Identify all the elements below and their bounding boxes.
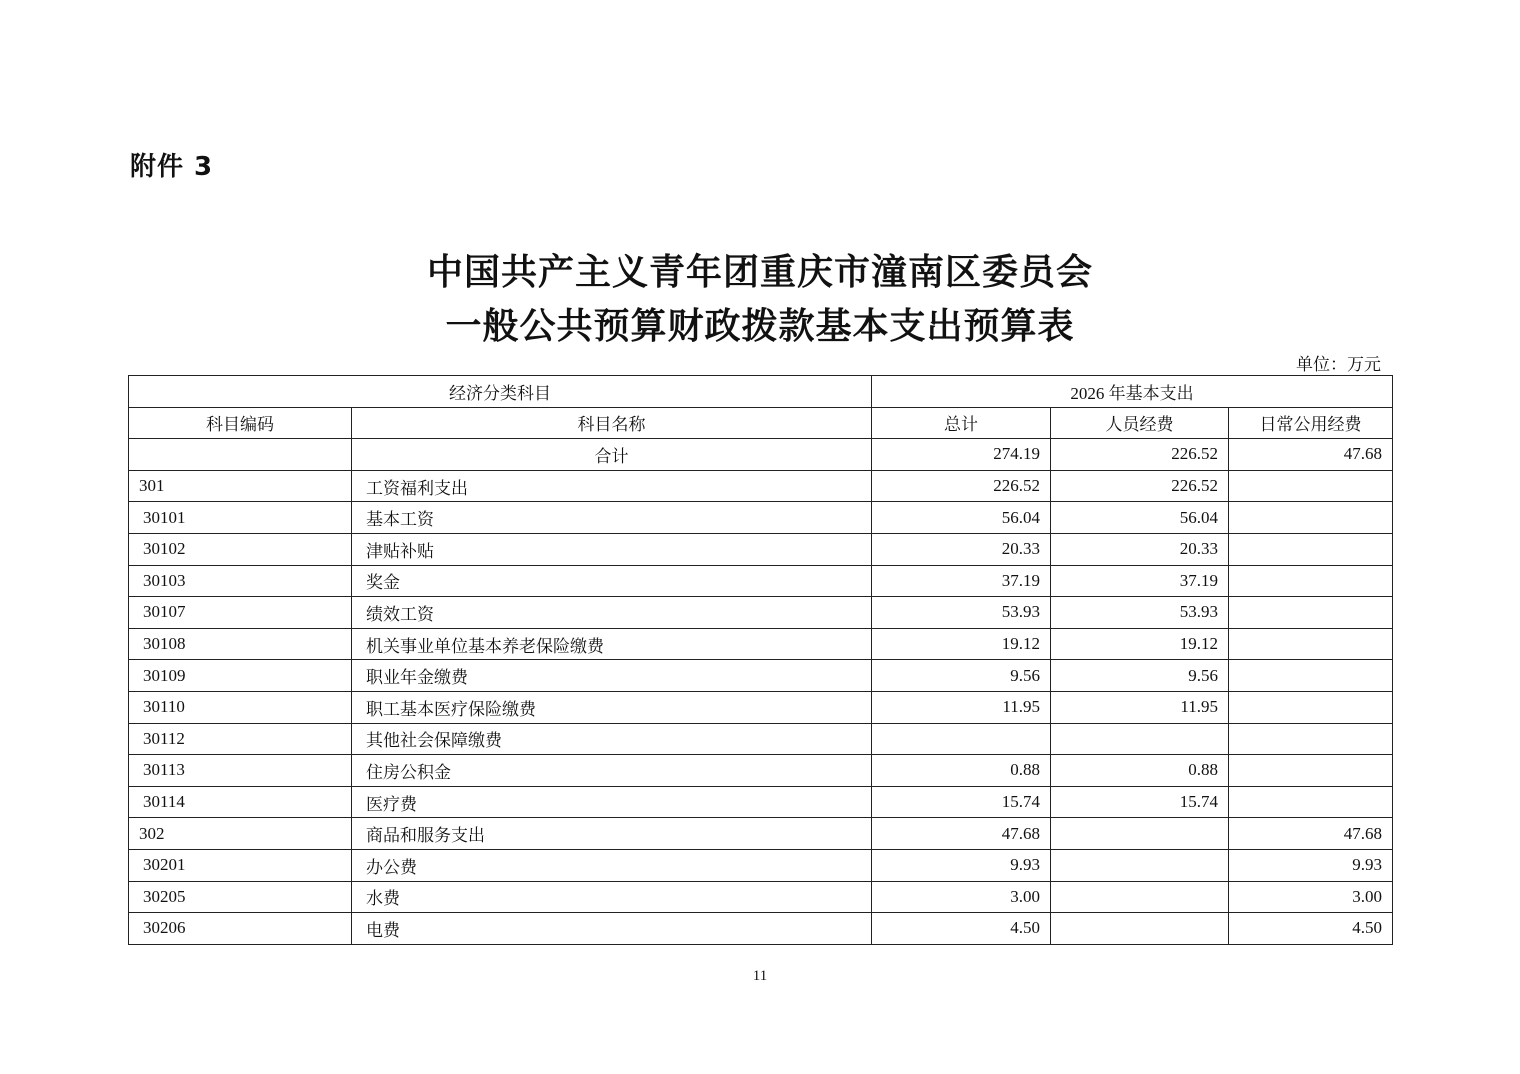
- row-total: 226.52: [872, 470, 1051, 502]
- row-total: 53.93: [872, 597, 1051, 629]
- row-code: 301: [129, 470, 352, 502]
- budget-table: [128, 375, 1393, 945]
- table-row: [129, 881, 1393, 913]
- row-total: 20.33: [872, 533, 1051, 565]
- row-code: 30112: [129, 723, 352, 755]
- row-total: 19.12: [872, 628, 1051, 660]
- total-row-code: [129, 439, 352, 471]
- row-code: 302: [129, 818, 352, 850]
- row-code: 30201: [129, 849, 352, 881]
- column-header-public: 日常公用经费: [1229, 407, 1393, 439]
- row-code: 30101: [129, 502, 352, 534]
- row-public: 47.68: [1229, 818, 1393, 850]
- row-public: [1229, 755, 1393, 787]
- row-personnel: [1051, 723, 1229, 755]
- column-header-code: 科目编码: [129, 407, 352, 439]
- row-name: 奖金: [352, 565, 872, 597]
- row-personnel: 226.52: [1051, 470, 1229, 502]
- row-total: 4.50: [872, 913, 1051, 945]
- row-personnel: [1051, 881, 1229, 913]
- table-row: [129, 913, 1393, 945]
- row-public: [1229, 565, 1393, 597]
- total-row-personnel: 226.52: [1051, 439, 1229, 471]
- table-row: [129, 533, 1393, 565]
- row-name: 商品和服务支出: [352, 818, 872, 850]
- row-code: 30102: [129, 533, 352, 565]
- row-public: [1229, 691, 1393, 723]
- row-code: 30205: [129, 881, 352, 913]
- row-name: 职工基本医疗保险缴费: [352, 691, 872, 723]
- row-personnel: 19.12: [1051, 628, 1229, 660]
- column-header-row: [129, 407, 1393, 439]
- row-public: [1229, 723, 1393, 755]
- row-public: [1229, 786, 1393, 818]
- row-name: 工资福利支出: [352, 470, 872, 502]
- row-total: 9.56: [872, 660, 1051, 692]
- table-row: [129, 470, 1393, 502]
- row-personnel: 15.74: [1051, 786, 1229, 818]
- column-header-personnel: 人员经费: [1051, 407, 1229, 439]
- row-name: 水费: [352, 881, 872, 913]
- row-name: 电费: [352, 913, 872, 945]
- row-personnel: 11.95: [1051, 691, 1229, 723]
- row-total: 3.00: [872, 881, 1051, 913]
- row-name: 机关事业单位基本养老保险缴费: [352, 628, 872, 660]
- row-name: 绩效工资: [352, 597, 872, 629]
- table-row: [129, 628, 1393, 660]
- table-row: [129, 660, 1393, 692]
- attachment-label: 附件 3: [130, 152, 214, 182]
- column-header-name: 科目名称: [352, 407, 872, 439]
- total-row: [129, 439, 1393, 471]
- row-total: 37.19: [872, 565, 1051, 597]
- table-row: [129, 502, 1393, 534]
- row-personnel: [1051, 818, 1229, 850]
- document-title-line1: 中国共产主义青年团重庆市潼南区委员会: [426, 251, 1093, 293]
- row-personnel: 56.04: [1051, 502, 1229, 534]
- row-total: 47.68: [872, 818, 1051, 850]
- group-header-classification: 经济分类科目: [129, 376, 872, 408]
- group-header-row: [129, 376, 1393, 408]
- document-title-line2: 一般公共预算财政拨款基本支出预算表: [445, 305, 1075, 347]
- table-row: [129, 818, 1393, 850]
- row-public: [1229, 470, 1393, 502]
- row-name: 基本工资: [352, 502, 872, 534]
- row-code: 30114: [129, 786, 352, 818]
- row-total: 0.88: [872, 755, 1051, 787]
- row-personnel: 20.33: [1051, 533, 1229, 565]
- table-row: [129, 786, 1393, 818]
- row-code: 30110: [129, 691, 352, 723]
- row-name: 职业年金缴费: [352, 660, 872, 692]
- row-name: 医疗费: [352, 786, 872, 818]
- row-personnel: 9.56: [1051, 660, 1229, 692]
- row-name: 办公费: [352, 849, 872, 881]
- row-public: [1229, 533, 1393, 565]
- row-name: 住房公积金: [352, 755, 872, 787]
- row-code: 30113: [129, 755, 352, 787]
- table-row: [129, 849, 1393, 881]
- row-public: 9.93: [1229, 849, 1393, 881]
- row-public: 4.50: [1229, 913, 1393, 945]
- row-code: 30103: [129, 565, 352, 597]
- row-public: [1229, 628, 1393, 660]
- total-row-public: 47.68: [1229, 439, 1393, 471]
- unit-label: 单位：万元: [1296, 355, 1381, 374]
- row-public: 3.00: [1229, 881, 1393, 913]
- row-code: 30109: [129, 660, 352, 692]
- row-name: 其他社会保障缴费: [352, 723, 872, 755]
- row-total: 11.95: [872, 691, 1051, 723]
- table-row: [129, 565, 1393, 597]
- row-total: 15.74: [872, 786, 1051, 818]
- row-name: 津贴补贴: [352, 533, 872, 565]
- row-public: [1229, 597, 1393, 629]
- page-number: 11: [752, 968, 768, 984]
- row-public: [1229, 660, 1393, 692]
- row-code: 30108: [129, 628, 352, 660]
- row-personnel: [1051, 849, 1229, 881]
- total-row-label: 合计: [352, 439, 872, 471]
- table-row: [129, 723, 1393, 755]
- table-row: [129, 691, 1393, 723]
- row-public: [1229, 502, 1393, 534]
- row-code: 30107: [129, 597, 352, 629]
- total-row-total: 274.19: [872, 439, 1051, 471]
- table-row: [129, 597, 1393, 629]
- row-personnel: 53.93: [1051, 597, 1229, 629]
- row-total: 56.04: [872, 502, 1051, 534]
- row-code: 30206: [129, 913, 352, 945]
- row-personnel: [1051, 913, 1229, 945]
- table-row: [129, 755, 1393, 787]
- row-total: [872, 723, 1051, 755]
- row-personnel: 0.88: [1051, 755, 1229, 787]
- column-header-total: 总计: [872, 407, 1051, 439]
- group-header-expenditure: 2026 年基本支出: [872, 376, 1393, 408]
- row-personnel: 37.19: [1051, 565, 1229, 597]
- row-total: 9.93: [872, 849, 1051, 881]
